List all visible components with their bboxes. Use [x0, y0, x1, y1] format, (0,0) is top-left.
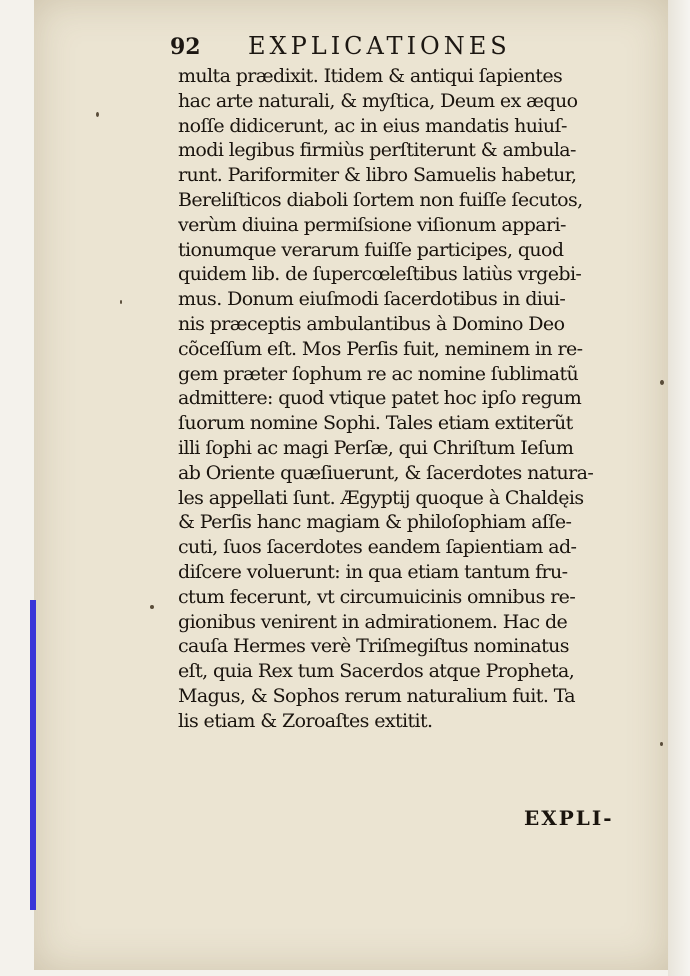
body-text: [178, 64, 628, 734]
paper-speck: [96, 112, 99, 117]
text-line: quidem lib. de ſupercœleſtibus latiùs vrgebi-: [178, 263, 582, 286]
text-line: admittere: quod vtique patet hoc ipſo regum: [178, 387, 582, 410]
text-line: & Perſis hanc magiam & philoſophiam aſſe-: [178, 511, 572, 534]
running-title: EXPLICATIONES: [248, 32, 511, 60]
page-header: [170, 32, 600, 66]
text-line: ab Oriente quæſiuerunt, & ſacerdotes natura-: [178, 461, 594, 484]
text-line: mus. Donum eiuſmodi ſacerdotibus in diui-: [178, 288, 566, 311]
paper-speck: [660, 380, 664, 385]
text-line: diſcere voluerunt: in qua etiam tantum fru-: [178, 560, 568, 583]
text-line: lis etiam & Zoroaſtes extitit.: [178, 709, 433, 732]
text-line: Bereliſticos diaboli ſortem non fuiſſe ſecutos,: [178, 188, 583, 211]
text-line: ctum fecerunt, vt circumuicinis omnibus re-: [178, 585, 576, 608]
text-line: cuti, ſuos ſacerdotes eandem ſapientiam ad-: [178, 536, 577, 559]
text-line: Magus, & Sophos rerum naturalium fuit. Ta: [178, 684, 576, 707]
catchword: EXPLI-: [524, 806, 614, 830]
page-number: 92: [170, 34, 201, 60]
text-line: multa prædixit. Itidem & antiqui ſapientes: [178, 65, 563, 87]
text-line: les appellati ſunt. Ægyptij quoque à Chaldęis: [178, 486, 584, 509]
text-line: cauſa Hermes verè Triſmegiſtus nominatus: [178, 635, 569, 658]
text-line: modi legibus firmiùs perſtiterunt & ambula-: [178, 139, 576, 162]
text-line: nis præceptis ambulantibus à Domino Deo: [178, 312, 565, 335]
text-line: illi ſophi ac magi Perſæ, qui Chriſtum Ieſum: [178, 436, 574, 459]
text-line: cõceſſum eſt. Mos Perſis fuit, neminem in re-: [178, 337, 583, 360]
text-line: ſuorum nomine Sophi. Tales etiam extiterũt: [178, 412, 573, 435]
text-line: gem præter ſophum re ac nomine ſublimatũ: [178, 362, 579, 385]
text-line: noſſe didicerunt, ac in eius mandatis huiuſ-: [178, 114, 567, 137]
paper-speck: [660, 742, 663, 746]
text-line: gionibus venirent in admirationem. Hac de: [178, 610, 568, 633]
text-line: eſt, quia Rex tum Sacerdos atque Propheta,: [178, 660, 575, 683]
page-edge: [668, 0, 690, 976]
paper-speck: [150, 605, 154, 609]
text-line: hac arte naturali, & myſtica, Deum ex æquo: [178, 89, 578, 112]
scan-edge-marker: [30, 600, 36, 910]
text-line: runt. Pariformiter & libro Samuelis habetur,: [178, 164, 577, 187]
paper-speck: [120, 300, 122, 304]
text-line: tionumque verarum fuiſſe participes, quod: [178, 238, 564, 261]
text-line: verùm diuina permiſsione viſionum appari-: [178, 213, 566, 236]
